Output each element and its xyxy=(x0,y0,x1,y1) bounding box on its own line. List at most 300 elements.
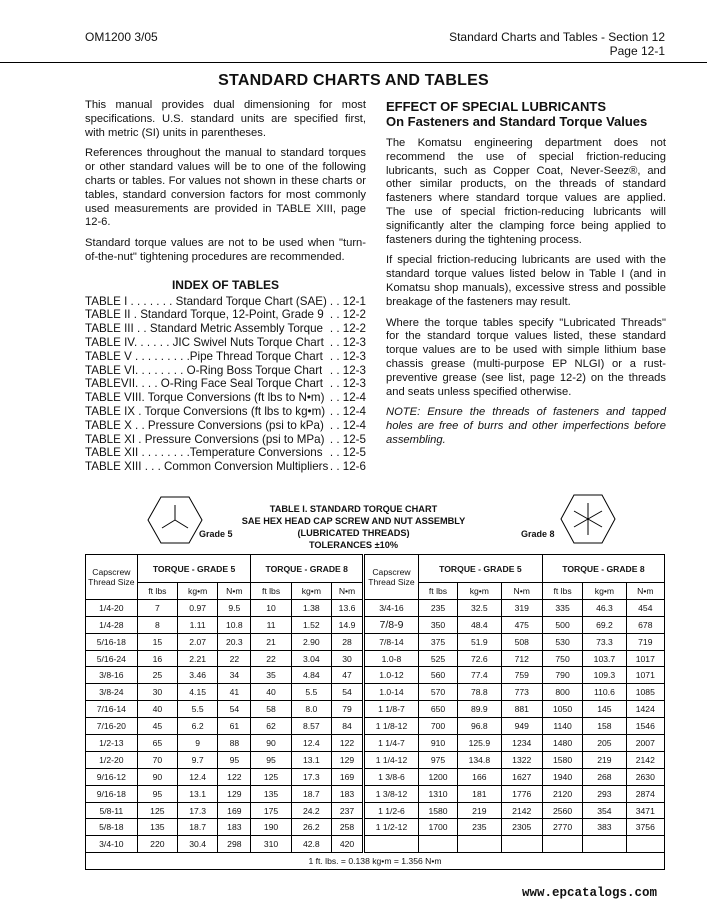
thread-size-cell: 1.0-14 xyxy=(364,684,419,701)
section-header xyxy=(449,30,665,58)
torque-value-cell: 95 xyxy=(137,785,177,802)
index-of-tables xyxy=(85,295,366,474)
torque-value-cell: 508 xyxy=(501,633,542,650)
torque-value-cell: 26.2 xyxy=(291,819,331,836)
torque-value-cell: 135 xyxy=(137,819,177,836)
index-item-title: TABLEVII. . . . O-Ring Face Seal Torque Chart xyxy=(85,377,323,391)
torque-value-cell: 1310 xyxy=(418,785,457,802)
torque-value-cell: 910 xyxy=(418,735,457,752)
torque-value-cell: 58 xyxy=(251,701,291,718)
index-item-title: TABLE IV. . . . . . JIC Swivel Nuts Torque Chart xyxy=(85,335,324,349)
torque-value-cell: 35 xyxy=(251,667,291,684)
index-item-title: TABLE VIII. Torque Conversions (ft lbs to N•m) xyxy=(85,391,325,405)
unit-nm: N•m xyxy=(626,583,664,600)
torque-value-cell: 88 xyxy=(218,735,251,752)
left-column xyxy=(85,99,366,474)
index-item-page: . . 12-3 xyxy=(329,349,366,363)
thread-size-cell: 7/8-14 xyxy=(364,633,419,650)
torque-value-cell xyxy=(458,836,501,853)
thread-size-cell: 1 1/2-6 xyxy=(364,802,419,819)
index-item xyxy=(85,433,366,447)
torque-value-cell: 90 xyxy=(137,768,177,785)
torque-value-cell: 34 xyxy=(218,667,251,684)
torque-value-cell: 8 xyxy=(137,616,177,633)
torque-value-cell: 220 xyxy=(137,836,177,853)
thread-size-cell: 9/16-18 xyxy=(86,785,138,802)
torque-value-cell: 719 xyxy=(626,633,664,650)
conversion-footnote: 1 ft. lbs. = 0.138 kg•m = 1.356 N•m xyxy=(86,853,665,870)
unit-kgm: kg•m xyxy=(583,583,626,600)
torque-value-cell: 12.4 xyxy=(291,735,331,752)
table-row xyxy=(86,650,665,667)
torque-value-cell: 48.4 xyxy=(458,616,501,633)
table-row xyxy=(86,599,665,616)
lubricants-heading xyxy=(386,99,666,129)
torque-value-cell: 11 xyxy=(251,616,291,633)
torque-value-cell: 16 xyxy=(137,650,177,667)
torque-value-cell: 25 xyxy=(137,667,177,684)
thread-size-cell: 7/16-20 xyxy=(86,718,138,735)
index-item-title: TABLE X . . Pressure Conversions (psi to kPa) xyxy=(85,418,324,432)
thread-size-cell: 7/16-14 xyxy=(86,701,138,718)
index-item-page: . . 12-3 xyxy=(329,335,366,349)
torque-table-body xyxy=(86,599,665,852)
torque-value-cell: 1776 xyxy=(501,785,542,802)
torque-value-cell: 129 xyxy=(218,785,251,802)
torque-value-cell: 30.4 xyxy=(178,836,218,853)
section-title: Standard Charts and Tables - Section 12 xyxy=(449,30,665,44)
torque-value-cell: 9.5 xyxy=(218,599,251,616)
torque-value-cell: 570 xyxy=(418,684,457,701)
torque-value-cell: 9.7 xyxy=(178,751,218,768)
page-number: Page 12-1 xyxy=(609,44,665,58)
torque-value-cell xyxy=(501,836,542,853)
torque-value-cell: 21 xyxy=(251,633,291,650)
lubricants-heading-line2: On Fasteners and Standard Torque Values xyxy=(386,114,648,129)
torque-value-cell: 13.1 xyxy=(291,751,331,768)
grade8-label: Grade 8 xyxy=(521,529,555,539)
torque-value-cell: 298 xyxy=(218,836,251,853)
torque-value-cell: 475 xyxy=(501,616,542,633)
torque-value-cell: 129 xyxy=(332,751,364,768)
torque-value-cell: 3.46 xyxy=(178,667,218,684)
torque-value-cell: 354 xyxy=(583,802,626,819)
thread-size-cell: 1 1/2-12 xyxy=(364,819,419,836)
torque-value-cell: 169 xyxy=(218,802,251,819)
torque-value-cell: 8.57 xyxy=(291,718,331,735)
thread-size-cell: 5/8-18 xyxy=(86,819,138,836)
torque-value-cell: 125 xyxy=(137,802,177,819)
thread-size-cell: 3/8-24 xyxy=(86,684,138,701)
torque-value-cell: 0.97 xyxy=(178,599,218,616)
thread-size-cell: 5/16-24 xyxy=(86,650,138,667)
torque-value-cell: 800 xyxy=(542,684,582,701)
torque-value-cell: 1.11 xyxy=(178,616,218,633)
torque-value-cell: 310 xyxy=(251,836,291,853)
page-title: STANDARD CHARTS AND TABLES xyxy=(218,72,489,89)
torque-value-cell: 190 xyxy=(251,819,291,836)
index-item xyxy=(85,322,366,336)
torque-value-cell: 2.21 xyxy=(178,650,218,667)
torque-value-cell: 1940 xyxy=(542,768,582,785)
torque-value-cell: 500 xyxy=(542,616,582,633)
torque-value-cell: 219 xyxy=(458,802,501,819)
torque-value-cell xyxy=(542,836,582,853)
index-item xyxy=(85,350,366,364)
table-title-line: (LUBRICATED THREADS) xyxy=(297,528,410,538)
index-item xyxy=(85,391,366,405)
torque-value-cell: 40 xyxy=(137,701,177,718)
index-item-title: TABLE IX . Torque Conversions (ft lbs to kg•m) xyxy=(85,404,326,418)
torque-value-cell: 40 xyxy=(251,684,291,701)
intro-paragraph-2: References throughout the manual to standard torques or other standard values will be to one of the following charts or tables. For values not shown in these charts or tables, standard conversion factors for most commonly used measurements are provided in TABLE XIII, page 12-6. xyxy=(85,147,366,229)
torque-value-cell: 1.38 xyxy=(291,599,331,616)
torque-value-cell: 73.3 xyxy=(583,633,626,650)
table-row xyxy=(86,819,665,836)
torque-value-cell: 72.6 xyxy=(458,650,501,667)
torque-value-cell: 54 xyxy=(332,684,364,701)
index-title: INDEX OF TABLES xyxy=(171,277,280,292)
torque-value-cell: 2142 xyxy=(626,751,664,768)
torque-value-cell: 3.04 xyxy=(291,650,331,667)
torque-value-cell: 84 xyxy=(332,718,364,735)
table-row xyxy=(86,701,665,718)
thread-size-cell: 3/4-10 xyxy=(86,836,138,853)
thread-size-cell: 9/16-12 xyxy=(86,768,138,785)
torque-value-cell: 134.8 xyxy=(458,751,501,768)
index-item xyxy=(85,405,366,419)
table-row xyxy=(86,633,665,650)
index-item-page: . . 12-2 xyxy=(329,322,366,336)
torque-value-cell: 268 xyxy=(583,768,626,785)
doc-code: OM1200 3/05 xyxy=(85,30,158,44)
torque-value-cell: 235 xyxy=(418,599,457,616)
torque-value-cell: 122 xyxy=(332,735,364,752)
unit-kgm: kg•m xyxy=(291,583,331,600)
torque-value-cell: 1017 xyxy=(626,650,664,667)
header-rule xyxy=(0,62,707,63)
thread-size-cell xyxy=(364,836,419,853)
torque-value-cell: 169 xyxy=(332,768,364,785)
torque-value-cell: 1424 xyxy=(626,701,664,718)
table-row xyxy=(86,667,665,684)
torque-value-cell: 78.8 xyxy=(458,684,501,701)
index-item-page: . . 12-4 xyxy=(329,391,366,405)
torque-value-cell: 1480 xyxy=(542,735,582,752)
thread-size-cell: 1 1/8-7 xyxy=(364,701,419,718)
thread-size-cell: 3/8-16 xyxy=(86,667,138,684)
index-item xyxy=(85,295,366,309)
torque-value-cell: 750 xyxy=(542,650,582,667)
torque-value-cell: 14.9 xyxy=(332,616,364,633)
torque-value-cell: 1322 xyxy=(501,751,542,768)
torque-value-cell: 258 xyxy=(332,819,364,836)
torque-value-cell xyxy=(418,836,457,853)
thread-size-cell: 1.0-12 xyxy=(364,667,419,684)
lubricants-heading-line1: EFFECT OF SPECIAL LUBRICANTS xyxy=(386,99,607,114)
thread-size-cell: 1/2-13 xyxy=(86,735,138,752)
torque-value-cell: 1580 xyxy=(542,751,582,768)
index-item-page: . . 12-4 xyxy=(329,418,366,432)
torque-value-cell: 13.1 xyxy=(178,785,218,802)
thread-size-cell: 1 1/4-12 xyxy=(364,751,419,768)
torque-value-cell: 3471 xyxy=(626,802,664,819)
torque-value-cell: 975 xyxy=(418,751,457,768)
torque-value-cell: 6.2 xyxy=(178,718,218,735)
torque-value-cell: 650 xyxy=(418,701,457,718)
thread-size-cell: 1 3/8-12 xyxy=(364,785,419,802)
thread-size-cell: 3/4-16 xyxy=(364,599,419,616)
torque-value-cell: 62 xyxy=(251,718,291,735)
intro-paragraph-3: Standard torque values are not to be used when "turn-of-the-nut" tightening procedures are recommended. xyxy=(85,237,366,263)
torque-value-cell: 293 xyxy=(583,785,626,802)
torque-value-cell: 1085 xyxy=(626,684,664,701)
torque-table xyxy=(85,554,665,870)
torque-value-cell xyxy=(583,836,626,853)
torque-value-cell: 1627 xyxy=(501,768,542,785)
unit-ftlbs: ft lbs xyxy=(542,583,582,600)
torque-value-cell: 712 xyxy=(501,650,542,667)
torque-value-cell: 175 xyxy=(251,802,291,819)
torque-value-cell: 89.9 xyxy=(458,701,501,718)
torque-value-cell: 205 xyxy=(583,735,626,752)
table-row xyxy=(86,836,665,853)
torque-value-cell: 10.8 xyxy=(218,616,251,633)
torque-value-cell: 17.3 xyxy=(178,802,218,819)
table-title xyxy=(0,503,707,551)
torque-value-cell: 525 xyxy=(418,650,457,667)
torque-value-cell: 13.6 xyxy=(332,599,364,616)
torque-value-cell: 319 xyxy=(501,599,542,616)
torque-value-cell: 45 xyxy=(137,718,177,735)
torque-value-cell: 183 xyxy=(218,819,251,836)
torque-value-cell: 183 xyxy=(332,785,364,802)
torque-value-cell: 15 xyxy=(137,633,177,650)
torque-value-cell: 125.9 xyxy=(458,735,501,752)
grade5-header: TORQUE - GRADE 5 xyxy=(137,555,251,583)
lubricants-note: NOTE: Ensure the threads of fasteners and tapped holes are free of burrs and other imperfections before assembling. xyxy=(386,406,666,446)
torque-value-cell: 46.3 xyxy=(583,599,626,616)
torque-value-cell: 3756 xyxy=(626,819,664,836)
thread-size-cell: 1 1/4-7 xyxy=(364,735,419,752)
torque-value-cell: 110.6 xyxy=(583,684,626,701)
torque-value-cell: 678 xyxy=(626,616,664,633)
torque-value-cell: 454 xyxy=(626,599,664,616)
torque-value-cell: 700 xyxy=(418,718,457,735)
torque-value-cell: 1140 xyxy=(542,718,582,735)
unit-kgm: kg•m xyxy=(458,583,501,600)
torque-value-cell: 2560 xyxy=(542,802,582,819)
torque-value-cell: 375 xyxy=(418,633,457,650)
torque-value-cell: 1050 xyxy=(542,701,582,718)
torque-value-cell: 61 xyxy=(218,718,251,735)
torque-value-cell xyxy=(626,836,664,853)
thread-size-cell: 1/2-20 xyxy=(86,751,138,768)
torque-value-cell: 41 xyxy=(218,684,251,701)
torque-value-cell: 2142 xyxy=(501,802,542,819)
torque-value-cell: 2007 xyxy=(626,735,664,752)
index-item xyxy=(85,446,366,460)
index-item-title: TABLE VI. . . . . . . . O-Ring Boss Torque Chart xyxy=(85,363,323,377)
table-row xyxy=(86,751,665,768)
table-row xyxy=(86,616,665,633)
index-item-title: TABLE XI . Pressure Conversions (psi to MPa) xyxy=(85,432,325,446)
index-item-title: TABLE II . Standard Torque, 12-Point, Grade 9 xyxy=(85,308,324,322)
torque-value-cell: 158 xyxy=(583,718,626,735)
thread-size-cell: 1 3/8-6 xyxy=(364,768,419,785)
torque-value-cell: 95 xyxy=(251,751,291,768)
torque-value-cell: 90 xyxy=(251,735,291,752)
torque-value-cell: 881 xyxy=(501,701,542,718)
torque-value-cell: 420 xyxy=(332,836,364,853)
table-row xyxy=(86,718,665,735)
table-row xyxy=(86,735,665,752)
torque-value-cell: 24.2 xyxy=(291,802,331,819)
torque-value-cell: 166 xyxy=(458,768,501,785)
unit-ftlbs: ft lbs xyxy=(137,583,177,600)
unit-nm: N•m xyxy=(218,583,251,600)
torque-value-cell: 1071 xyxy=(626,667,664,684)
torque-value-cell: 30 xyxy=(332,650,364,667)
torque-value-cell: 51.9 xyxy=(458,633,501,650)
torque-value-cell: 560 xyxy=(418,667,457,684)
torque-value-cell: 949 xyxy=(501,718,542,735)
unit-ftlbs: ft lbs xyxy=(418,583,457,600)
thread-size-cell: 5/8-11 xyxy=(86,802,138,819)
table-title-line: TABLE I. STANDARD TORQUE CHART xyxy=(269,504,438,514)
index-item-title: TABLE XIII . . . Common Conversion Multipliers xyxy=(85,460,329,474)
torque-value-cell: 2770 xyxy=(542,819,582,836)
torque-value-cell: 103.7 xyxy=(583,650,626,667)
index-item-title: TABLE XII . . . . . . . .Temperature Conversions xyxy=(85,446,323,460)
thread-size-cell: 7/8-9 xyxy=(364,616,419,633)
thread-size-cell: 1 1/8-12 xyxy=(364,718,419,735)
index-item xyxy=(85,419,366,433)
torque-value-cell: 1580 xyxy=(418,802,457,819)
torque-value-cell: 122 xyxy=(218,768,251,785)
index-item-page: . . 12-3 xyxy=(329,363,366,377)
index-item-title: TABLE I . . . . . . . Standard Torque Chart (SAE) xyxy=(85,294,327,308)
index-item xyxy=(85,364,366,378)
torque-value-cell: 1234 xyxy=(501,735,542,752)
table-row xyxy=(86,785,665,802)
index-item-page: . . 12-5 xyxy=(329,432,366,446)
lubricants-paragraph-1: The Komatsu engineering department does not recommend the use of special friction-reducing lubricants, such as Copper Coat, Never-Seez®, and other similar products, on the threads of standard fasteners where standard torque values are applied. The use of special friction-reducing lubricants will significantly alter the clamping force being applied to fasteners during the tightening process. xyxy=(386,137,666,246)
torque-value-cell: 2874 xyxy=(626,785,664,802)
torque-value-cell: 350 xyxy=(418,616,457,633)
torque-value-cell: 96.8 xyxy=(458,718,501,735)
torque-value-cell: 530 xyxy=(542,633,582,650)
torque-value-cell: 30 xyxy=(137,684,177,701)
torque-value-cell: 2.07 xyxy=(178,633,218,650)
unit-ftlbs: ft lbs xyxy=(251,583,291,600)
torque-value-cell: 125 xyxy=(251,768,291,785)
thread-size-cell: 1.0-8 xyxy=(364,650,419,667)
unit-nm: N•m xyxy=(332,583,364,600)
torque-value-cell: 17.3 xyxy=(291,768,331,785)
torque-value-cell: 22 xyxy=(218,650,251,667)
torque-value-cell: 2.90 xyxy=(291,633,331,650)
torque-value-cell: 28 xyxy=(332,633,364,650)
torque-value-cell: 70 xyxy=(137,751,177,768)
torque-value-cell: 9 xyxy=(178,735,218,752)
torque-value-cell: 383 xyxy=(583,819,626,836)
torque-value-cell: 79 xyxy=(332,701,364,718)
torque-value-cell: 22 xyxy=(251,650,291,667)
torque-value-cell: 32.5 xyxy=(458,599,501,616)
torque-value-cell: 2305 xyxy=(501,819,542,836)
torque-value-cell: 790 xyxy=(542,667,582,684)
torque-value-cell: 42.8 xyxy=(291,836,331,853)
torque-value-cell: 69.2 xyxy=(583,616,626,633)
index-item xyxy=(85,377,366,391)
grade5-label: Grade 5 xyxy=(199,529,233,539)
torque-value-cell: 18.7 xyxy=(291,785,331,802)
grade8-header: TORQUE - GRADE 8 xyxy=(251,555,364,583)
torque-value-cell: 5.5 xyxy=(178,701,218,718)
index-item-page: . . 12-6 xyxy=(329,460,366,474)
torque-value-cell: 1546 xyxy=(626,718,664,735)
torque-value-cell: 1.52 xyxy=(291,616,331,633)
thread-size-cell: 5/16-18 xyxy=(86,633,138,650)
table-row xyxy=(86,684,665,701)
torque-value-cell: 2630 xyxy=(626,768,664,785)
torque-value-cell: 8.0 xyxy=(291,701,331,718)
table-title-line: TOLERANCES ±10% xyxy=(308,540,399,550)
index-item-title: TABLE V . . . . . . . . .Pipe Thread Torque Chart xyxy=(85,349,323,363)
capscrew-header: Capscrew Thread Size xyxy=(86,555,138,600)
torque-value-cell: 109.3 xyxy=(583,667,626,684)
torque-value-cell: 1700 xyxy=(418,819,457,836)
index-item-title: TABLE III . . Standard Metric Assembly Torque xyxy=(85,322,323,336)
torque-value-cell: 18.7 xyxy=(178,819,218,836)
torque-value-cell: 20.3 xyxy=(218,633,251,650)
torque-value-cell: 54 xyxy=(218,701,251,718)
torque-value-cell: 4.84 xyxy=(291,667,331,684)
torque-value-cell: 47 xyxy=(332,667,364,684)
table-row xyxy=(86,802,665,819)
grade5-header: TORQUE - GRADE 5 xyxy=(418,555,542,583)
lubricants-paragraph-2: If special friction-reducing lubricants are used with the standard torque values listed below in Table I (and in Komatsu shop manuals), excessive stress and possible breakage of the fasteners may result. xyxy=(386,254,666,308)
index-item-page: . . 12-5 xyxy=(329,446,366,460)
torque-value-cell: 219 xyxy=(583,751,626,768)
index-item xyxy=(85,308,366,322)
intro-paragraph-1: This manual provides dual dimensioning for most specifications. U.S. standard units are specified first, with metric (SI) units in parentheses. xyxy=(85,99,366,139)
torque-value-cell: 5.5 xyxy=(291,684,331,701)
torque-value-cell: 4.15 xyxy=(178,684,218,701)
torque-value-cell: 12.4 xyxy=(178,768,218,785)
torque-value-cell: 135 xyxy=(251,785,291,802)
unit-kgm: kg•m xyxy=(178,583,218,600)
footer-url: www.epcatalogs.com xyxy=(521,886,657,900)
lubricants-paragraph-3: Where the torque tables specify "Lubricated Threads" for the standard torque values listed, these standard torque values are to be used with simple lithium base chassis grease (multi-purpose EP NLGI) or a rust-preventive grease (see list, page 12-2) on the threads and seats unless specified otherwise. xyxy=(386,316,666,398)
unit-nm: N•m xyxy=(501,583,542,600)
table-title-line: SAE HEX HEAD CAP SCREW AND NUT ASSEMBLY xyxy=(241,516,466,526)
index-item xyxy=(85,460,366,474)
index-item xyxy=(85,336,366,350)
index-item-page: . . 12-1 xyxy=(329,294,366,308)
grade8-header: TORQUE - GRADE 8 xyxy=(542,555,664,583)
torque-value-cell: 235 xyxy=(458,819,501,836)
torque-value-cell: 145 xyxy=(583,701,626,718)
table-row xyxy=(86,768,665,785)
index-item-page: . . 12-3 xyxy=(329,377,366,391)
torque-value-cell: 2120 xyxy=(542,785,582,802)
thread-size-cell: 1/4-20 xyxy=(86,599,138,616)
torque-value-cell: 1200 xyxy=(418,768,457,785)
capscrew-header: Capscrew Thread Size xyxy=(364,555,419,600)
torque-value-cell: 7 xyxy=(137,599,177,616)
